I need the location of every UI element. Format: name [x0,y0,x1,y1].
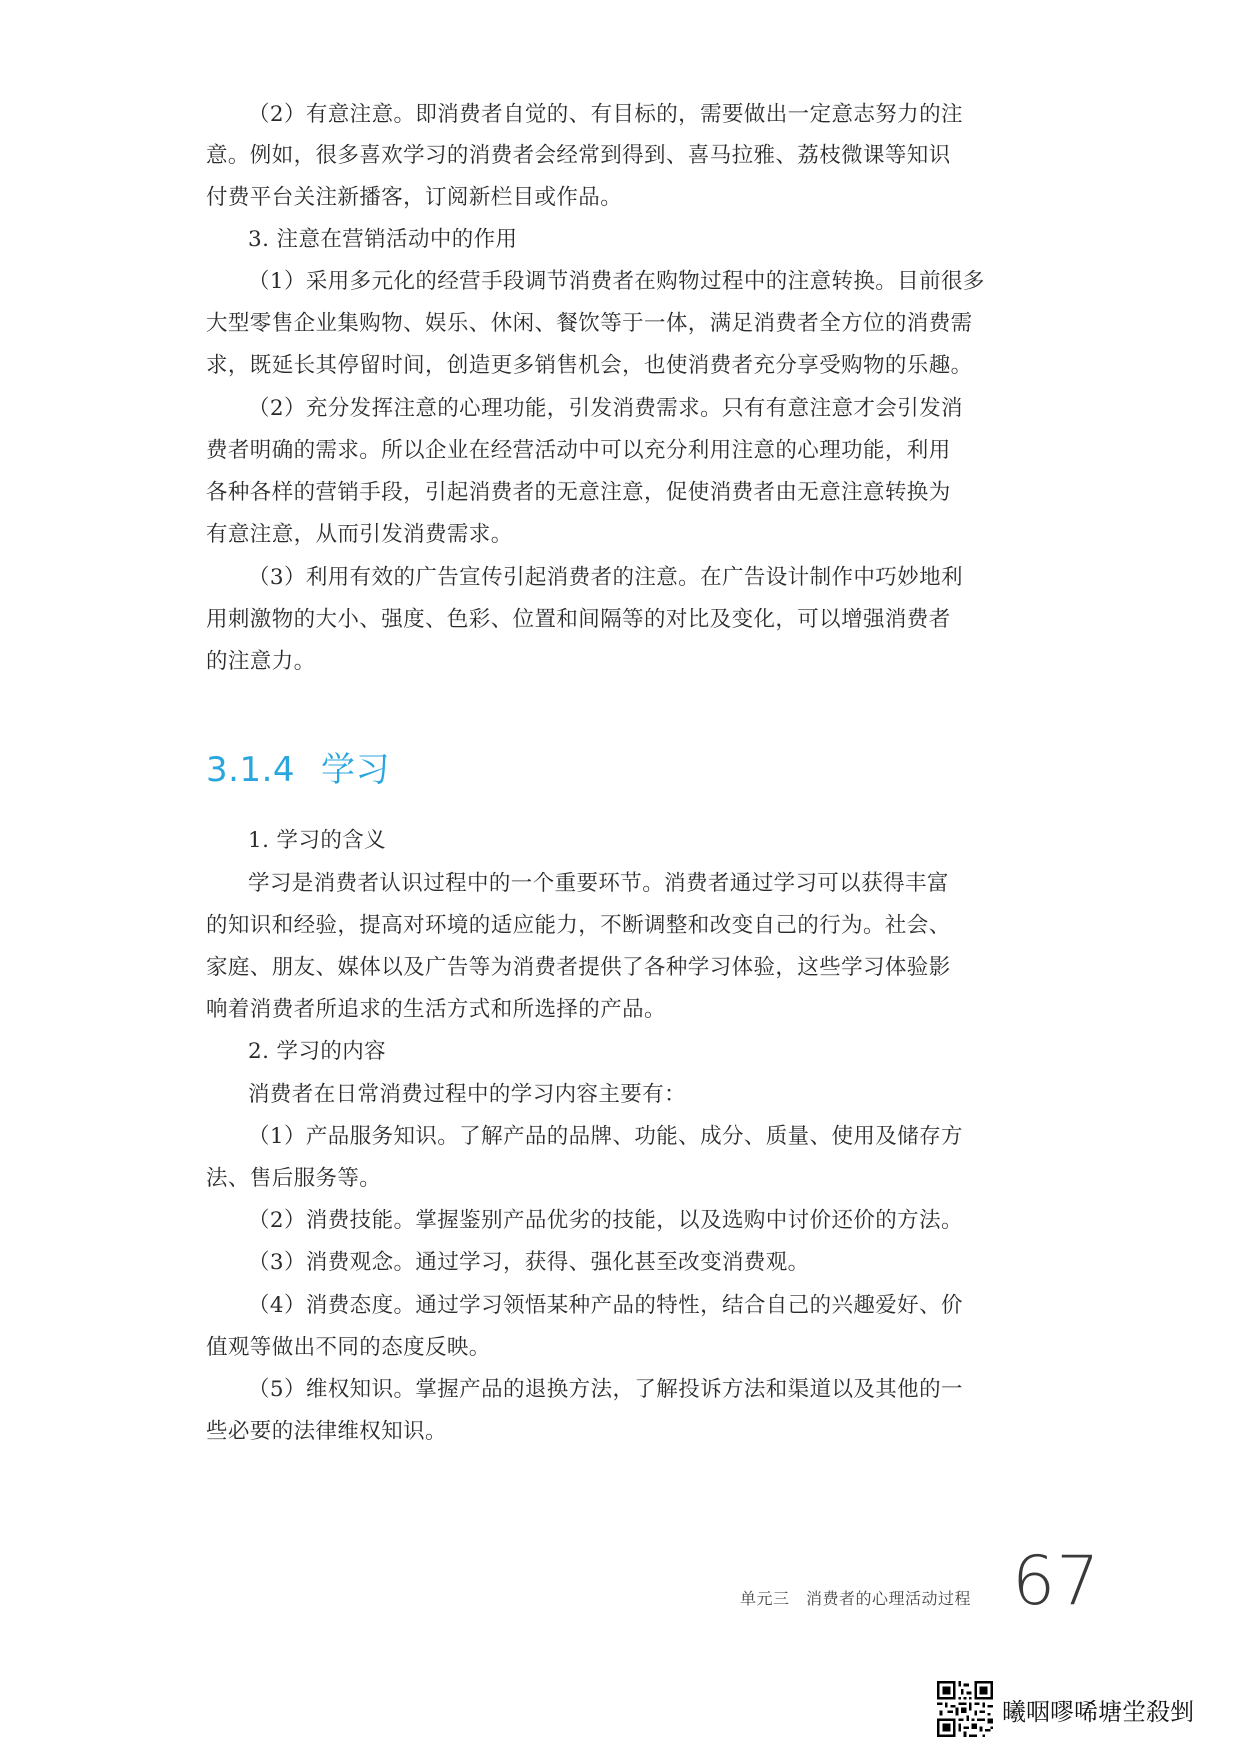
qr-caption: 曦咽嘐唏塘坣殺剉 [1002,1698,1194,1726]
qr-code-icon [937,1681,993,1737]
paragraph-line: 学习是消费者认识过程中的一个重要环节。消费者通过学习可以获得丰富 [248,871,949,896]
subheading: 1. 学习的含义 [248,828,387,853]
section-heading [206,742,390,791]
paragraph-line: （2）有意注意。即消费者自觉的、有目标的，需要做出一定意志努力的注 [248,102,963,127]
section-number: 3.1.4 [206,750,296,790]
section-title: 学习 [321,750,391,790]
subheading: 3. 注意在营销活动中的作用 [248,227,518,252]
paragraph-line: 付费平台关注新播客，订阅新栏目或作品。 [206,185,623,210]
paragraph-line: 意。例如，很多喜欢学习的消费者会经常到得到、喜马拉雅、荔枝微课等知识 [206,143,951,168]
paragraph-line: （3）利用有效的广告宣传引起消费者的注意。在广告设计制作中巧妙地利 [248,565,963,590]
paragraph-line: 消费者在日常消费过程中的学习内容主要有： [248,1082,687,1107]
paragraph-line: 求，既延长其停留时间，创造更多销售机会，也使消费者充分享受购物的乐趣。 [206,353,973,378]
paragraph-line: 各种各样的营销手段，引起消费者的无意注意，促使消费者由无意注意转换为 [206,480,951,505]
paragraph-line: 的注意力。 [206,649,316,674]
paragraph-line: （1）采用多元化的经营手段调节消费者在购物过程中的注意转换。目前很多 [248,269,985,294]
paragraph-line: （3）消费观念。通过学习，获得、强化甚至改变消费观。 [248,1250,810,1275]
paragraph-line: 响着消费者所追求的生活方式和所选择的产品。 [206,997,666,1022]
paragraph-line: 些必要的法律维权知识。 [206,1419,447,1444]
subheading: 2. 学习的内容 [248,1039,387,1064]
paragraph-line: 值观等做出不同的态度反映。 [206,1335,491,1360]
chapter-footer: 单元三 消费者的心理活动过程 [740,1589,972,1608]
paragraph-line: 有意注意，从而引发消费需求。 [206,522,513,547]
paragraph-line: 的知识和经验，提高对环境的适应能力，不断调整和改变自己的行为。社会、 [206,913,951,938]
paragraph-line: 家庭、朋友、媒体以及广告等为消费者提供了各种学习体验，这些学习体验影 [206,955,951,980]
paragraph-line: （2）充分发挥注意的心理功能，引发消费需求。只有有意注意才会引发消 [248,396,963,421]
paragraph-line: （1）产品服务知识。了解产品的品牌、功能、成分、质量、使用及储存方 [248,1124,963,1149]
paragraph-line: （2）消费技能。掌握鉴别产品优劣的技能，以及选购中讨价还价的方法。 [248,1208,963,1233]
page-number: 67 [1012,1542,1101,1621]
paragraph-line: （4）消费态度。通过学习领悟某种产品的特性，结合自己的兴趣爱好、价 [248,1293,963,1318]
paragraph-line: 大型零售企业集购物、娱乐、休闲、餐饮等于一体，满足消费者全方位的消费需 [206,311,973,336]
paragraph-line: 用刺激物的大小、强度、色彩、位置和间隔等的对比及变化，可以增强消费者 [206,607,951,632]
paragraph-line: （5）维权知识。掌握产品的退换方法，了解投诉方法和渠道以及其他的一 [248,1377,963,1402]
paragraph-line: 法、售后服务等。 [206,1166,382,1191]
paragraph-line: 费者明确的需求。所以企业在经营活动中可以充分利用注意的心理功能，利用 [206,438,951,463]
